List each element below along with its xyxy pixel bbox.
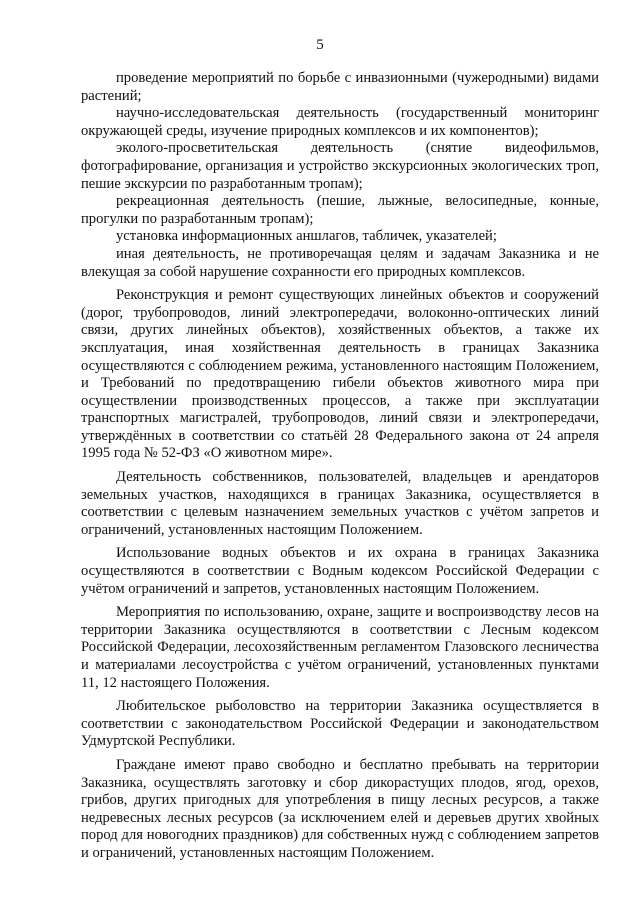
paragraph-citizens-rights: Граждане имеют право свободно и бесплатно пребывать на территории Заказника, осуществлять заготовку и сбор дикорастущих плодов, ягод, орехов, грибов, других пригодных для употребления в пищу лесных ресурсов, а также недревесных лесных ресурсов (за исключением елей и деревьев других хвойных пород для новогодних праздников) для собственных нужд с соблюдением запретов и ограничений, установленных настоящим Положением.	[81, 756, 599, 861]
paragraph-eco-education: эколого-просветительская деятельность (снятие видеофильмов, фотографирование, организация и устройство экскурсионных экологических троп, пешие экскурсии по разработанным тропам);	[81, 140, 599, 192]
paragraph-signage: установка информационных аншлагов, табличек, указателей;	[116, 228, 497, 245]
paragraph-invasive-species: проведение мероприятий по борьбе с инвазионными (чужеродными) видами растений;	[81, 70, 599, 104]
paragraph-other-activity: иная деятельность, не противоречащая целям и задачам Заказника и не влекущая за собой нарушение сохранности его природных комплексов.	[81, 245, 599, 280]
paragraph-reconstruction: Реконструкция и ремонт существующих линейных объектов и сооружений (дорог, трубопроводов, линий электропередачи, волоконно-оптических линий связи, других линейных объектов), хозяйственных объектов, а также их эксплуатация, иная хозяйственная деятельность в границах Заказника осуществляются с соблюдением режима, установленного настоящим Положением, и Требований по предотвращению гибели объектов животного мира при осуществлении производственных процессов, а также при эксплуатации транспортных магистралей, трубопроводов, линий связи и электропередачи, утверждённых в соответствии со статьёй 28 Федерального закона от 24 апреля 1995 года № 52-ФЗ «О животном мире».	[81, 287, 599, 462]
page-number: 5	[316, 37, 324, 53]
paragraph-water-use: Использование водных объектов и их охрана в границах Заказника осуществляются в соответствии с Водным кодексом Российской Федерации с учётом ограничений и запретов, установленных настоящим Положением.	[81, 545, 599, 597]
paragraph-land-owners: Деятельность собственников, пользователей, владельцев и арендаторов земельных участков, находящихся в границах Заказника, осуществляется в соответствии с целевым назначением земельных участков с учётом запретов и ограничений, установленных настоящим Положением.	[81, 469, 599, 538]
paragraph-fishing: Любительское рыболовство на территории Заказника осуществляется в соответствии с законодательством Российской Федерации и законодательством Удмуртской Республики.	[81, 698, 599, 750]
paragraph-research: научно-исследовательская деятельность (государственный мониторинг окружающей среды, изучение природных комплексов и их компонентов);	[81, 105, 599, 139]
paragraph-recreation: рекреационная деятельность (пешие, лыжные, велосипедные, конные, прогулки по разработанным тропам);	[81, 193, 599, 227]
paragraph-forest-measures: Мероприятия по использованию, охране, защите и воспроизводству лесов на территории Заказника осуществляются в соответствии с Лесным кодексом Российской Федерации, лесохозяйственным регламентом Глазовского лесничества и материалами лесоустройства с учётом ограничений, установленных пунктами 11, 12 настоящего Положения.	[81, 604, 599, 691]
document-body	[81, 70, 599, 863]
